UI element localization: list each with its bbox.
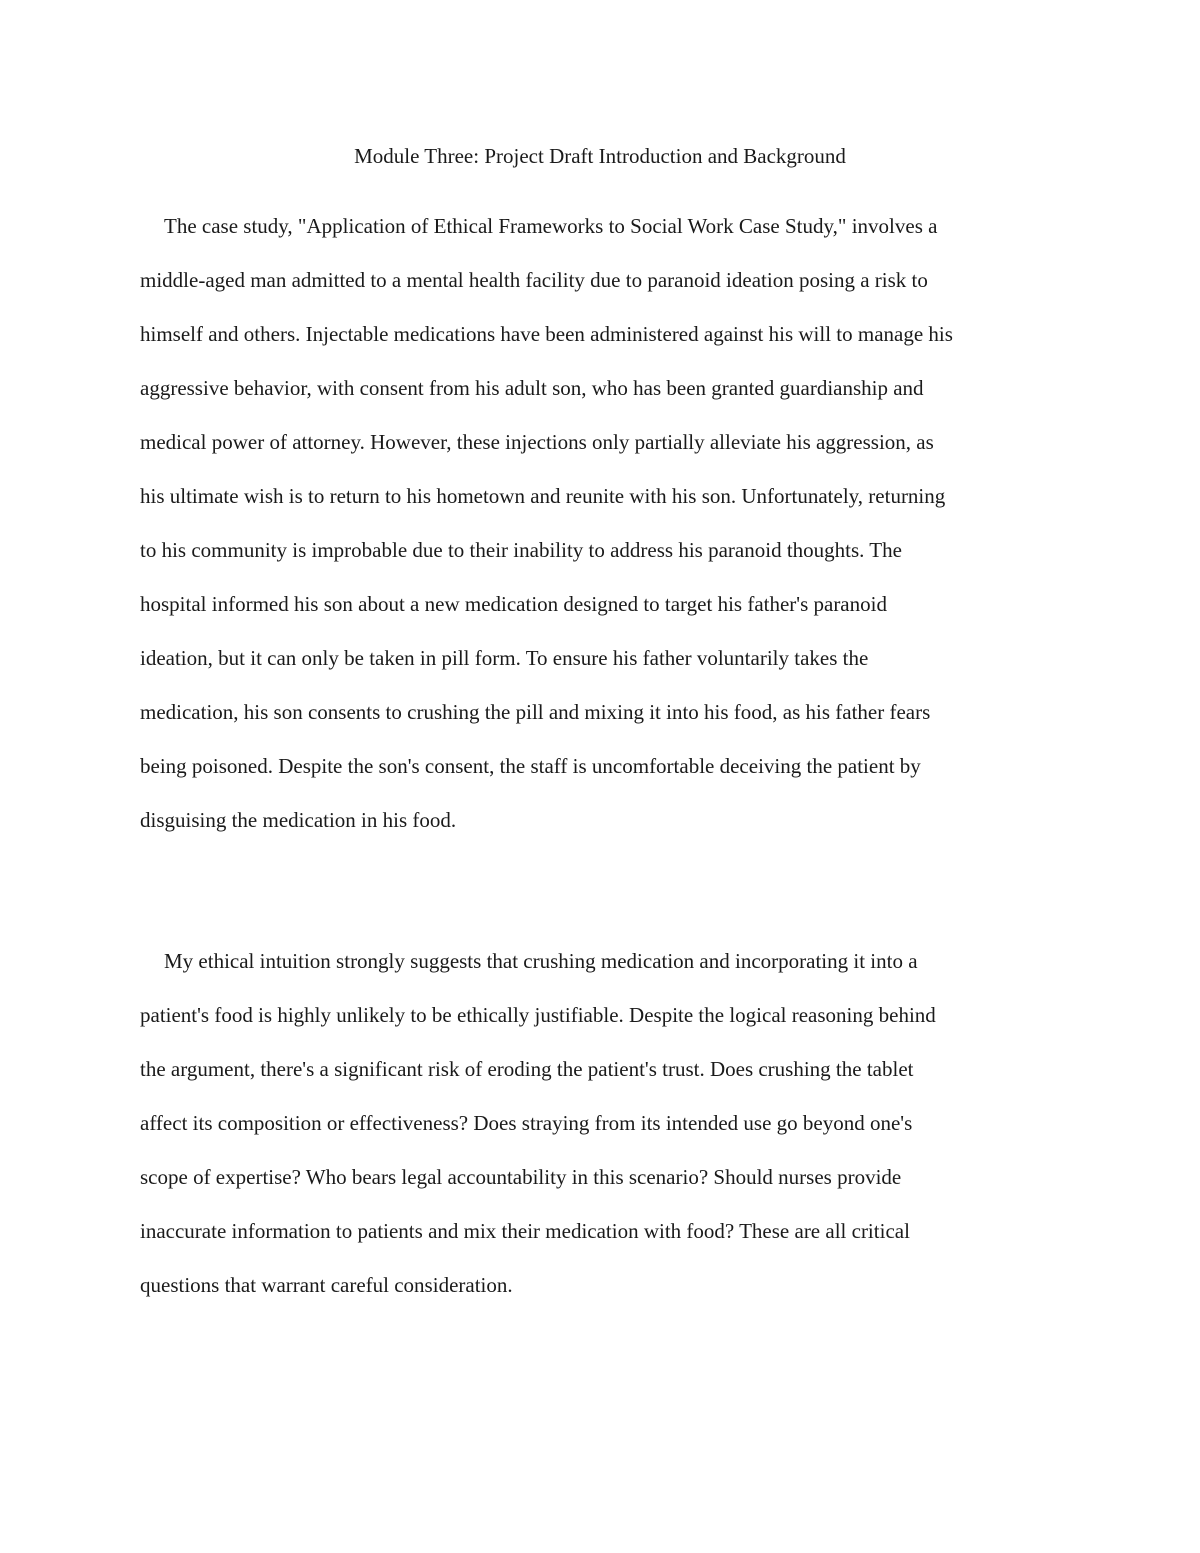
document-title: Module Three: Project Draft Introduction and Background [354,144,846,168]
paragraph-2-line-1: My ethical intuition strongly suggests that crushing medication and incorporating it into a [164,949,918,973]
paragraph-2-line-4: affect its composition or effectiveness? Does straying from its intended use go beyond one's [140,1111,913,1135]
paragraph-2-line-7: questions that warrant careful consideration. [140,1273,513,1297]
paragraph-1-line-10: medication, his son consents to crushing the pill and mixing it into his food, as his father fears [140,700,931,724]
paragraph-1-line-2: middle-aged man admitted to a mental health facility due to paranoid ideation posing a risk to [140,268,928,292]
paragraph-1-line-1: The case study, "Application of Ethical Frameworks to Social Work Case Study," involves a [164,214,938,238]
paragraph-1-line-5: medical power of attorney. However, these injections only partially alleviate his aggression, as [140,430,934,454]
paragraph-1-line-11: being poisoned. Despite the son's consent, the staff is uncomfortable deceiving the patient by [140,754,921,778]
paragraph-2-line-3: the argument, there's a significant risk of eroding the patient's trust. Does crushing the tablet [140,1057,914,1081]
paragraph-2-line-6: inaccurate information to patients and mix their medication with food? These are all critical [140,1219,910,1243]
paragraph-1-line-12: disguising the medication in his food. [140,808,457,832]
paragraph-1-line-3: himself and others. Injectable medications have been administered against his will to manage his [140,322,953,346]
paragraph-1-line-7: to his community is improbable due to their inability to address his paranoid thoughts. The [140,538,902,562]
paragraph-2-line-2: patient's food is highly unlikely to be ethically justifiable. Despite the logical reasoning behind [140,1003,936,1027]
paragraph-1-line-8: hospital informed his son about a new medication designed to target his father's paranoid [140,592,887,616]
paragraph-1-line-9: ideation, but it can only be taken in pill form. To ensure his father voluntarily takes the [140,646,869,670]
paragraph-1-line-6: his ultimate wish is to return to his hometown and reunite with his son. Unfortunately, returning [140,484,946,508]
paragraph-1-line-4: aggressive behavior, with consent from his adult son, who has been granted guardianship and [140,376,924,400]
paragraph-2-line-5: scope of expertise? Who bears legal accountability in this scenario? Should nurses provide [140,1165,902,1189]
